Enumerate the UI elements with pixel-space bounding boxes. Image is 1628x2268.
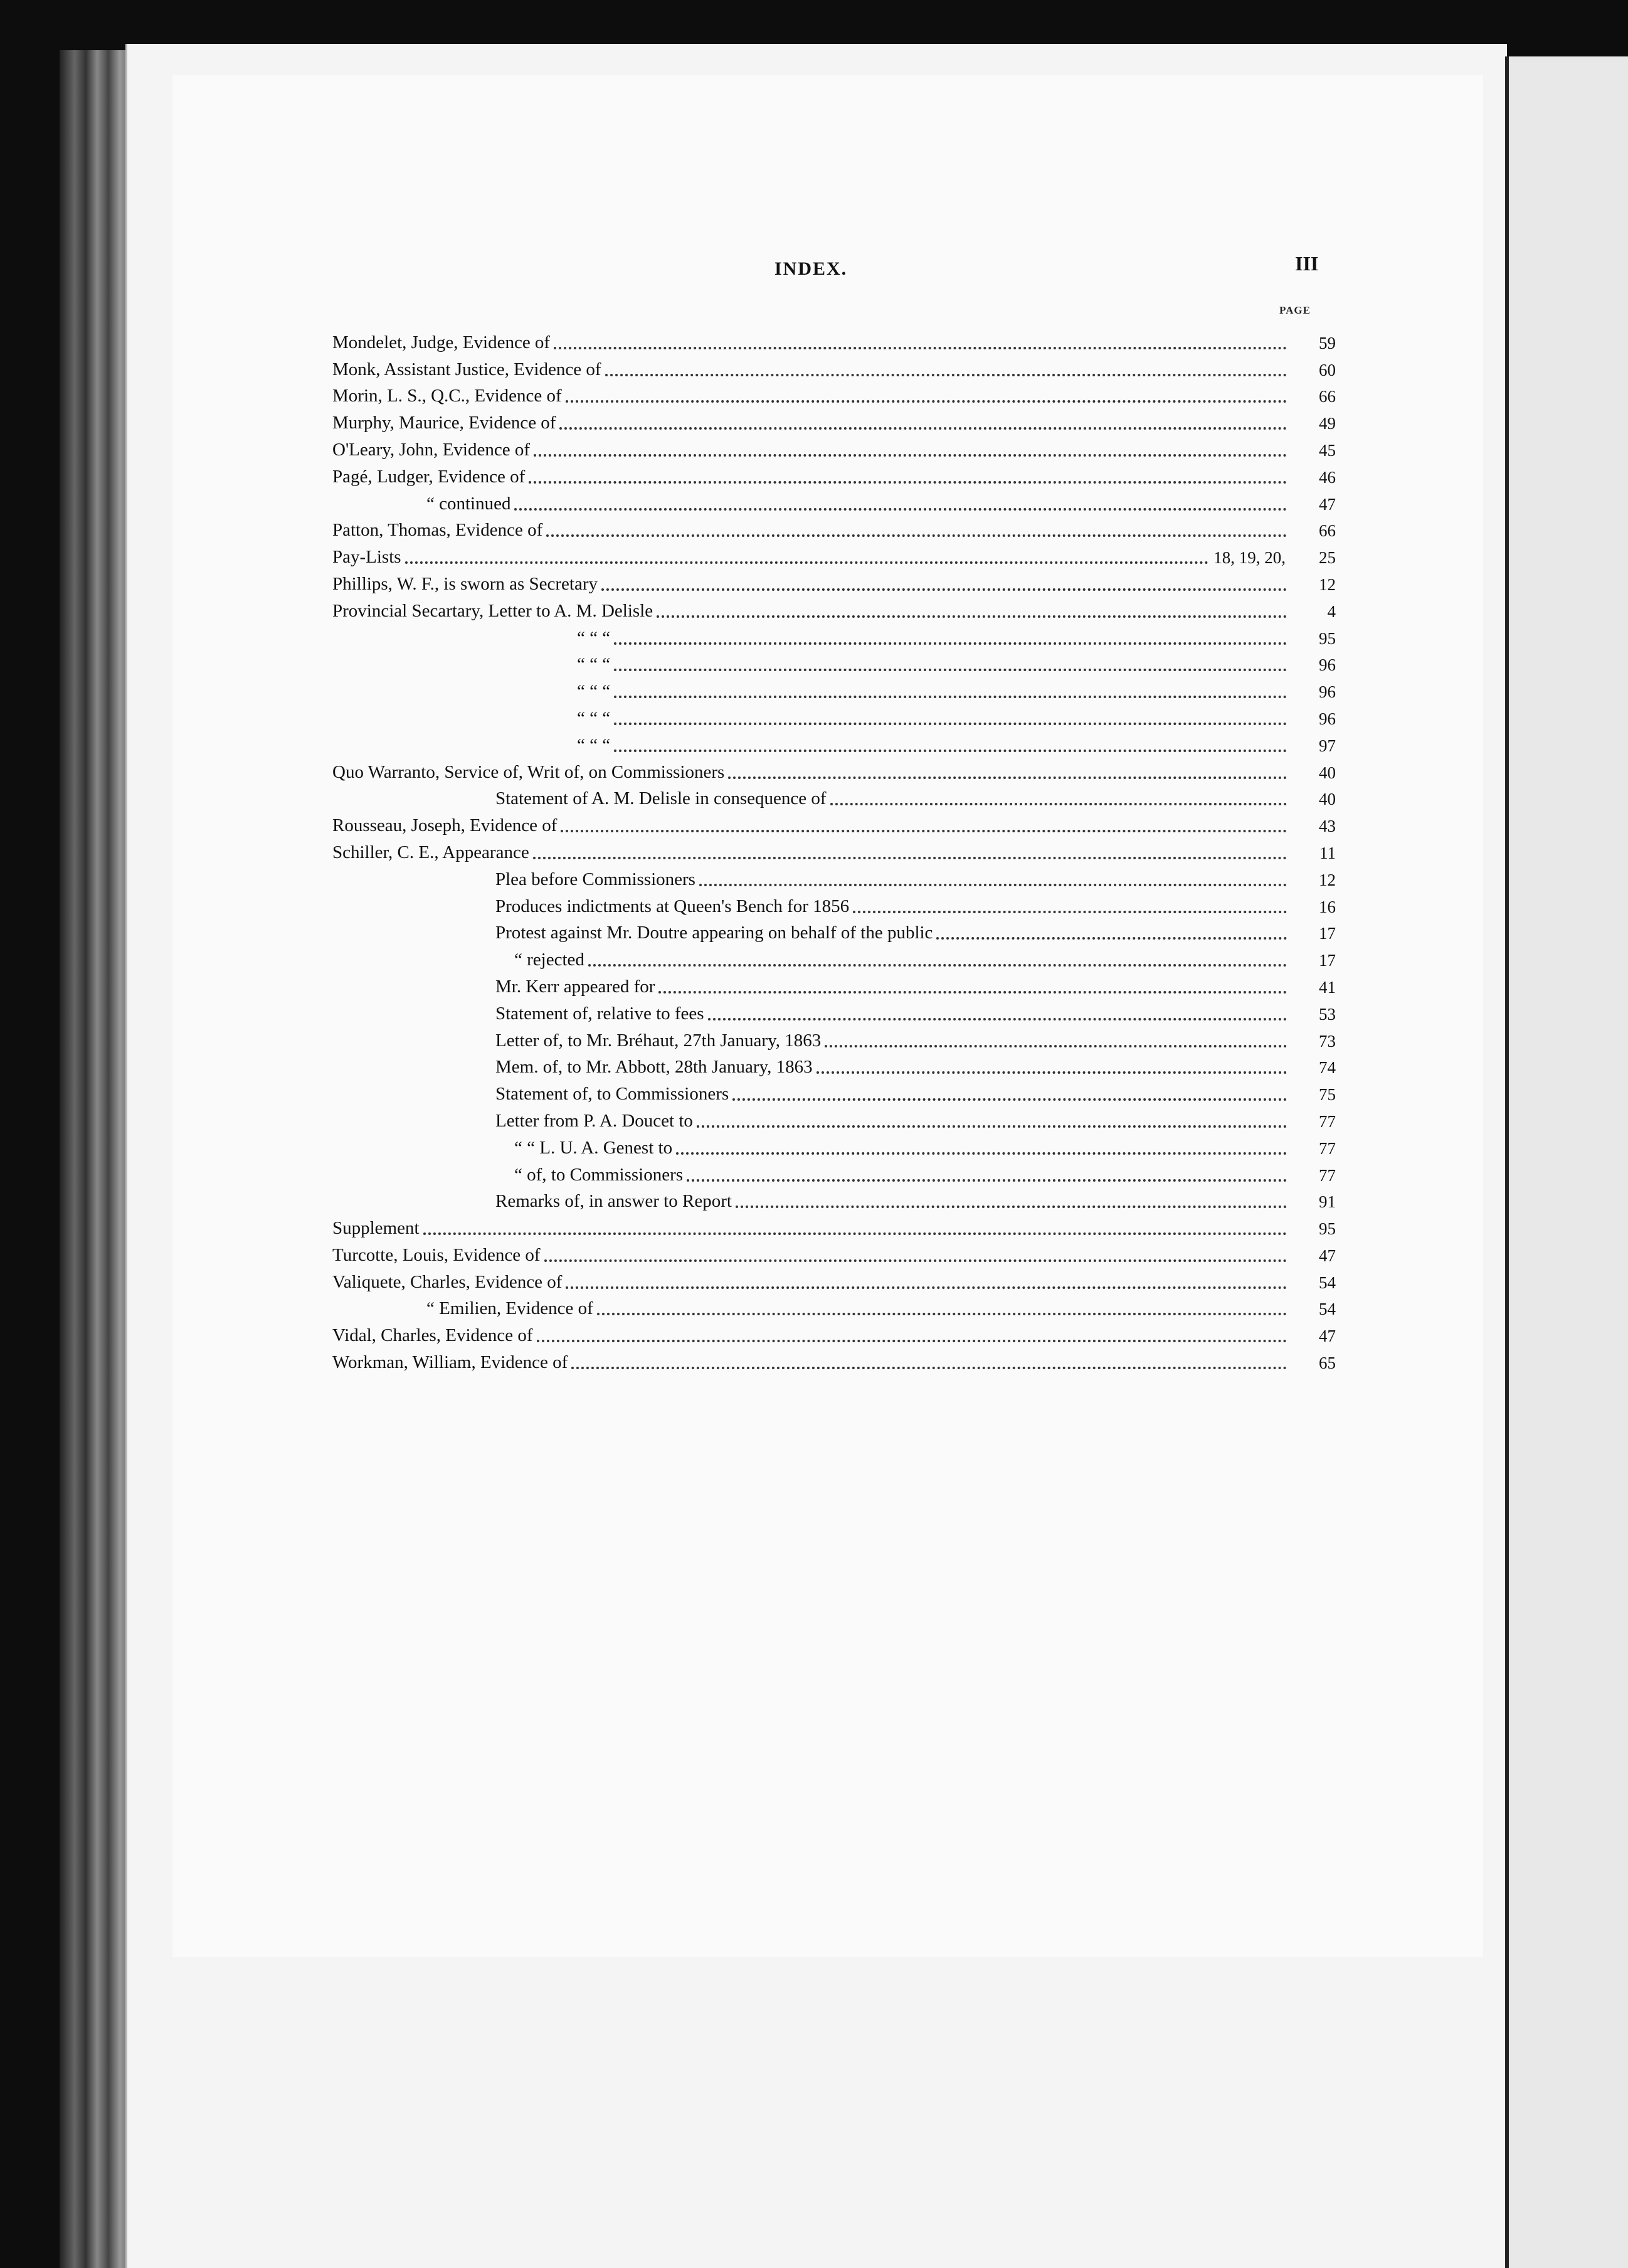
index-entry xyxy=(332,406,1336,433)
index-entry-page: 77 xyxy=(1319,1165,1336,1185)
index-entry-page: 96 xyxy=(1319,682,1336,702)
index-entry-page: 40 xyxy=(1319,763,1336,782)
index-entry-page: 95 xyxy=(1319,628,1336,648)
index-entry-page: 12 xyxy=(1319,575,1336,594)
index-entry-page: 47 xyxy=(1319,1246,1336,1265)
index-entry-page: 91 xyxy=(1319,1192,1336,1212)
dot-leader xyxy=(514,508,1287,511)
index-entry-page: 66 xyxy=(1319,521,1336,541)
dot-leader xyxy=(533,857,1287,859)
dot-leader xyxy=(405,561,1209,564)
index-entry-text: “ continued xyxy=(426,493,511,514)
index-entry xyxy=(332,1158,1336,1185)
index-entry xyxy=(332,353,1336,380)
index-entry-page: 47 xyxy=(1319,494,1336,514)
dot-leader xyxy=(566,400,1287,403)
index-entry xyxy=(332,595,1336,622)
dot-leader xyxy=(699,884,1287,886)
dot-leader xyxy=(529,481,1287,484)
index-entry-text: Vidal, Charles, Evidence of xyxy=(332,1325,533,1346)
index-entry-text: Protest against Mr. Doutre appearing on behalf of the public xyxy=(495,923,933,943)
index-entry-text: Statement of, to Commissioners xyxy=(495,1084,729,1105)
index-entry-text: Statement of A. M. Delisle in consequence of xyxy=(495,788,827,809)
index-entry-page: 54 xyxy=(1319,1300,1336,1319)
dot-leader xyxy=(597,1313,1287,1315)
index-entry-page: 59 xyxy=(1319,333,1336,352)
index-entry xyxy=(332,1024,1336,1051)
index-entry-page: 77 xyxy=(1319,1111,1336,1131)
index-entry-page: 46 xyxy=(1319,467,1336,487)
index-entry-text: “ “ “ xyxy=(577,654,611,675)
index-entry-page: 11 xyxy=(1319,843,1336,862)
dot-leader xyxy=(853,911,1287,913)
index-entry xyxy=(332,1266,1336,1293)
index-entry-text: Monk, Assistant Justice, Evidence of xyxy=(332,359,601,379)
index-entry xyxy=(332,649,1336,676)
index-entry xyxy=(332,380,1336,407)
index-entry-page: 12 xyxy=(1319,870,1336,889)
dot-leader xyxy=(817,1071,1287,1074)
index-entry-text: Mr. Kerr appeared for xyxy=(495,976,655,997)
page-column-heading: PAGE xyxy=(1279,304,1311,316)
index-entry-text: Valiquete, Charles, Evidence of xyxy=(332,1271,563,1292)
index-entry-text: Rousseau, Joseph, Evidence of xyxy=(332,815,558,836)
index-entry xyxy=(332,756,1336,783)
index-entry-text: “ Emilien, Evidence of xyxy=(426,1298,593,1319)
dot-leader xyxy=(936,937,1287,940)
dot-leader xyxy=(559,427,1287,430)
index-entry xyxy=(332,863,1336,890)
dot-leader xyxy=(614,696,1287,698)
dot-leader xyxy=(614,723,1287,725)
dot-leader xyxy=(554,347,1287,349)
index-entry xyxy=(332,433,1336,460)
index-entry-page: 96 xyxy=(1319,709,1336,728)
index-entry-text: “ rejected xyxy=(514,950,584,970)
index-entry xyxy=(332,943,1336,970)
index-entry-text: Patton, Thomas, Evidence of xyxy=(332,520,543,541)
index-entry-text: Plea before Commissioners xyxy=(495,869,695,889)
dot-leader xyxy=(825,1045,1287,1047)
index-entry-text: “ “ “ xyxy=(577,627,611,648)
page-number: III xyxy=(1295,252,1319,275)
index-entry xyxy=(332,783,1336,810)
index-entry-page: 66 xyxy=(1319,387,1336,406)
book-edge xyxy=(60,50,135,2268)
index-entry xyxy=(332,1319,1336,1346)
dot-leader xyxy=(614,750,1287,752)
index-entry-text: “ “ L. U. A. Genest to xyxy=(514,1137,673,1158)
index-entry xyxy=(332,460,1336,487)
index-entry xyxy=(332,917,1336,944)
index-entry xyxy=(332,729,1336,756)
index-entry-text: O'Leary, John, Evidence of xyxy=(332,439,530,460)
index-entry-text: Morin, L. S., Q.C., Evidence of xyxy=(332,386,562,406)
dot-leader xyxy=(687,1179,1287,1182)
index-entry xyxy=(332,1212,1336,1239)
index-entry xyxy=(332,970,1336,997)
index-entry-page: 74 xyxy=(1319,1058,1336,1078)
index-entry-text: Letter of, to Mr. Bréhaut, 27th January, 1863 xyxy=(495,1030,822,1051)
index-entry-page: 47 xyxy=(1319,1327,1336,1346)
index-entry-text: “ “ “ xyxy=(577,734,611,755)
dot-leader xyxy=(732,1098,1287,1101)
index-entry-extra-pages: 18, 19, 20, xyxy=(1213,548,1286,568)
index-entry-page: 97 xyxy=(1319,736,1336,755)
index-entry xyxy=(332,1346,1336,1373)
index-entry-page: 45 xyxy=(1319,440,1336,460)
facing-page-edge xyxy=(1505,56,1628,2268)
page-title: INDEX. xyxy=(774,258,848,279)
dot-leader xyxy=(561,830,1287,832)
index-entry xyxy=(332,326,1336,353)
index-entry xyxy=(332,541,1336,568)
dot-leader xyxy=(534,454,1287,457)
index-entry xyxy=(332,622,1336,649)
index-entry-text: Supplement xyxy=(332,1218,420,1239)
index-entry-page: 43 xyxy=(1319,817,1336,836)
index-entry-text: Remarks of, in answer to Report xyxy=(495,1191,732,1212)
index-entry xyxy=(332,675,1336,702)
index-entry xyxy=(332,514,1336,541)
dot-leader xyxy=(566,1286,1287,1289)
index-entry-text: Mondelet, Judge, Evidence of xyxy=(332,332,551,352)
index-entry xyxy=(332,1078,1336,1105)
index-entry-page: 40 xyxy=(1319,790,1336,809)
index-entry-text: Letter from P. A. Doucet to xyxy=(495,1110,693,1131)
dot-leader xyxy=(544,1259,1287,1262)
index-entry-page: 96 xyxy=(1319,655,1336,675)
index-entry-text: Schiller, C. E., Appearance xyxy=(332,842,529,862)
dot-leader xyxy=(614,642,1287,645)
index-entry-text: Mem. of, to Mr. Abbott, 28th January, 1863 xyxy=(495,1057,813,1078)
index-entry-text: “ of, to Commissioners xyxy=(514,1164,684,1185)
index-entry xyxy=(332,890,1336,917)
index-entry-text: “ “ “ xyxy=(577,707,611,728)
dot-leader xyxy=(546,534,1287,537)
dot-leader xyxy=(697,1125,1287,1128)
index-entry-page: 60 xyxy=(1319,360,1336,379)
index-entry-text: Pay-Lists xyxy=(332,547,401,568)
index-entry xyxy=(332,809,1336,836)
index-entry-page: 17 xyxy=(1319,924,1336,943)
index-entry-text: Pagé, Ludger, Evidence of xyxy=(332,466,526,487)
index-entry xyxy=(332,1293,1336,1320)
dot-leader xyxy=(736,1206,1287,1208)
index-entry xyxy=(332,1051,1336,1078)
index-entry xyxy=(332,1185,1336,1212)
dot-leader xyxy=(614,669,1287,671)
dot-leader xyxy=(708,1018,1287,1020)
dot-leader xyxy=(830,803,1287,805)
index-entry-page: 73 xyxy=(1319,1031,1336,1051)
index-entry xyxy=(332,1105,1336,1131)
dot-leader xyxy=(601,588,1287,591)
dot-leader xyxy=(658,991,1287,994)
dot-leader xyxy=(605,374,1287,376)
index-entry-text: Murphy, Maurice, Evidence of xyxy=(332,413,556,433)
index-entry xyxy=(332,1239,1336,1266)
index-entry xyxy=(332,836,1336,863)
dot-leader xyxy=(588,964,1287,967)
dot-leader xyxy=(571,1367,1287,1369)
index-entry-page: 75 xyxy=(1319,1085,1336,1105)
dot-leader xyxy=(537,1340,1287,1342)
index-entry-text: Produces indictments at Queen's Bench for 1856 xyxy=(495,896,850,916)
index-entry-text: Turcotte, Louis, Evidence of xyxy=(332,1244,541,1265)
index-entry-page: 49 xyxy=(1319,414,1336,433)
index-entry xyxy=(332,568,1336,595)
dot-leader xyxy=(728,776,1287,779)
index-list xyxy=(332,326,1336,1373)
index-entry-page: 95 xyxy=(1319,1219,1336,1239)
index-entry-text: Provincial Secartary, Letter to A. M. Delisle xyxy=(332,600,653,621)
dot-leader xyxy=(423,1232,1287,1235)
index-entry-page: 4 xyxy=(1327,601,1336,621)
index-entry-page: 65 xyxy=(1319,1354,1336,1373)
index-entry-page: 17 xyxy=(1319,951,1336,970)
dot-leader xyxy=(657,615,1287,618)
index-entry xyxy=(332,1131,1336,1158)
index-entry-text: Phillips, W. F., is sworn as Secretary xyxy=(332,573,598,594)
index-entry-text: Workman, William, Evidence of xyxy=(332,1352,568,1373)
index-entry-text: “ “ “ xyxy=(577,681,611,702)
index-entry xyxy=(332,487,1336,514)
index-entry-page: 53 xyxy=(1319,1004,1336,1024)
index-entry-page: 41 xyxy=(1319,977,1336,997)
dot-leader xyxy=(676,1152,1287,1155)
index-entry-text: Quo Warranto, Service of, Writ of, on Commissioners xyxy=(332,761,725,782)
index-entry-text: Statement of, relative to fees xyxy=(495,1003,704,1024)
index-entry-page: 16 xyxy=(1319,897,1336,916)
index-entry-page: 25 xyxy=(1319,548,1336,568)
index-entry xyxy=(332,997,1336,1024)
index-entry-page: 77 xyxy=(1319,1138,1336,1158)
index-entry xyxy=(332,702,1336,729)
index-entry-page: 54 xyxy=(1319,1273,1336,1292)
